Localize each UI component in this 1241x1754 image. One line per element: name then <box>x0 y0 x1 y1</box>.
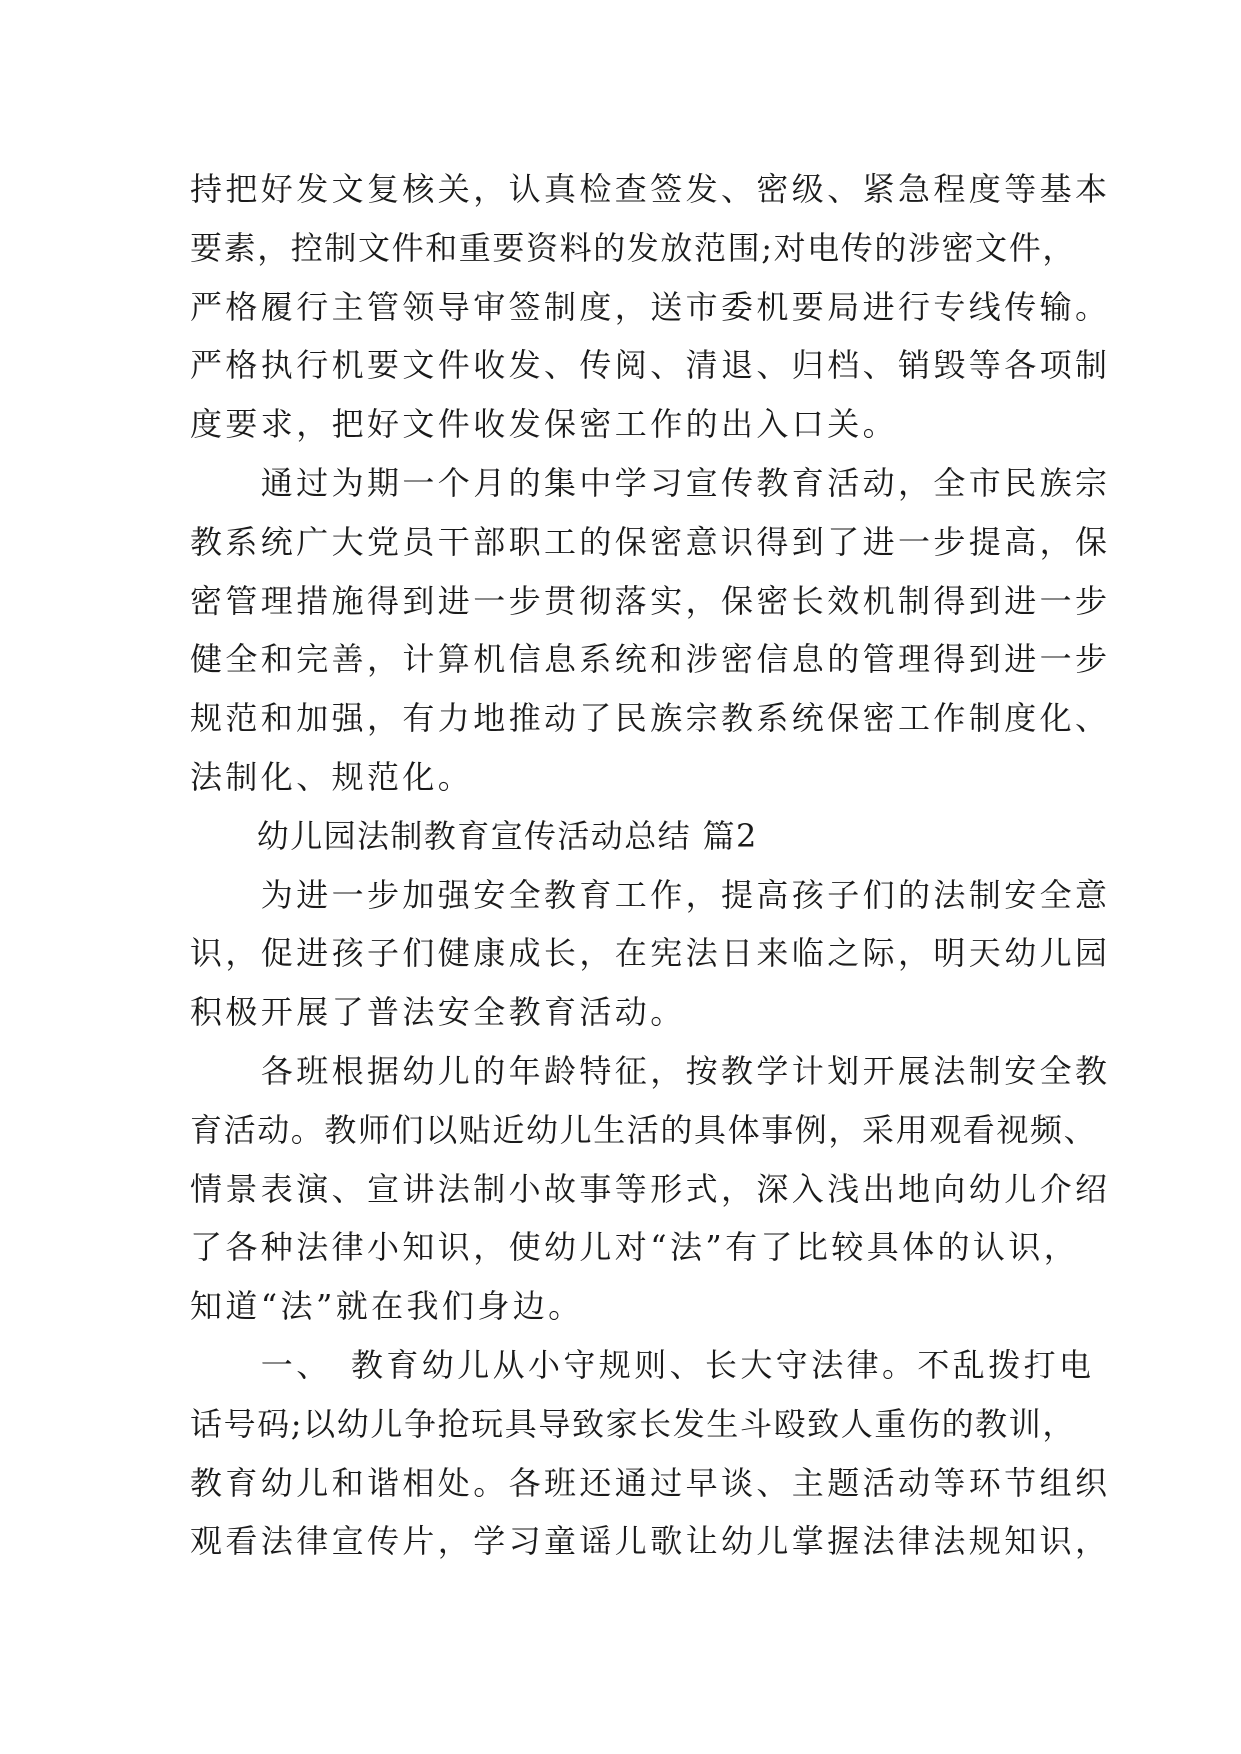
text-line: 知道“法”就在我们身边。 <box>190 1287 584 1326</box>
document-body <box>190 160 1111 1571</box>
text-line: 育活动。教师们以贴近幼儿生活的具体事例，采用观看视频、 <box>190 1110 1098 1149</box>
text-line: 观看法律宣传片，学习童谣儿歌让幼儿掌握法律法规知识， <box>190 1522 1111 1561</box>
text-line: 了各种法律小知识，使幼儿对“法”有了比较具体的认识， <box>190 1228 1080 1267</box>
text-line: 情景表演、宣讲法制小故事等形式，深入浅出地向幼儿介绍 <box>190 1169 1111 1208</box>
text-line: 一、 教育幼儿从小守规则、长大守法律。不乱拨打电 <box>190 1345 1095 1384</box>
text-line: 积极开展了普法安全教育活动。 <box>190 993 686 1032</box>
text-line: 持把好发文复核关，认真检查签发、密级、紧急程度等基本 <box>190 170 1111 208</box>
section-heading: 幼儿园法制教育宣传活动总结 篇2 <box>190 816 758 855</box>
text-line: 法制化、规范化。 <box>190 757 474 796</box>
text-line: 要素，控制文件和重要资料的发放范围;对电传的涉密文件， <box>190 228 1076 267</box>
text-line: 识，促进孩子们健康成长，在宪法日来临之际，明天幼儿园 <box>190 934 1111 973</box>
text-line: 密管理措施得到进一步贯彻落实，保密长效机制得到进一步 <box>190 581 1111 620</box>
text-line: 各班根据幼儿的年龄特征，按教学计划开展法制安全教 <box>190 1051 1111 1090</box>
text-line: 严格执行机要文件收发、传阅、清退、归档、销毁等各项制 <box>190 346 1111 385</box>
text-line: 教系统广大党员干部职工的保密意识得到了进一步提高，保 <box>190 522 1111 561</box>
text-line: 严格履行主管领导审签制度，送市委机要局进行专线传输。 <box>190 287 1111 326</box>
text-line: 教育幼儿和谐相处。各班还通过早谈、主题活动等环节组织 <box>190 1463 1111 1502</box>
text-line: 健全和完善，计算机信息系统和涉密信息的管理得到进一步 <box>190 640 1111 679</box>
text-line: 为进一步加强安全教育工作，提高孩子们的法制安全意 <box>190 875 1111 914</box>
text-line: 通过为期一个月的集中学习宣传教育活动，全市民族宗 <box>190 463 1111 502</box>
text-line: 话号码;以幼儿争抢玩具导致家长发生斗殴致人重伤的教训， <box>190 1404 1076 1443</box>
text-line: 规范和加强，有力地推动了民族宗教系统保密工作制度化、 <box>190 699 1111 738</box>
text-line: 度要求，把好文件收发保密工作的出入口关。 <box>190 405 899 444</box>
